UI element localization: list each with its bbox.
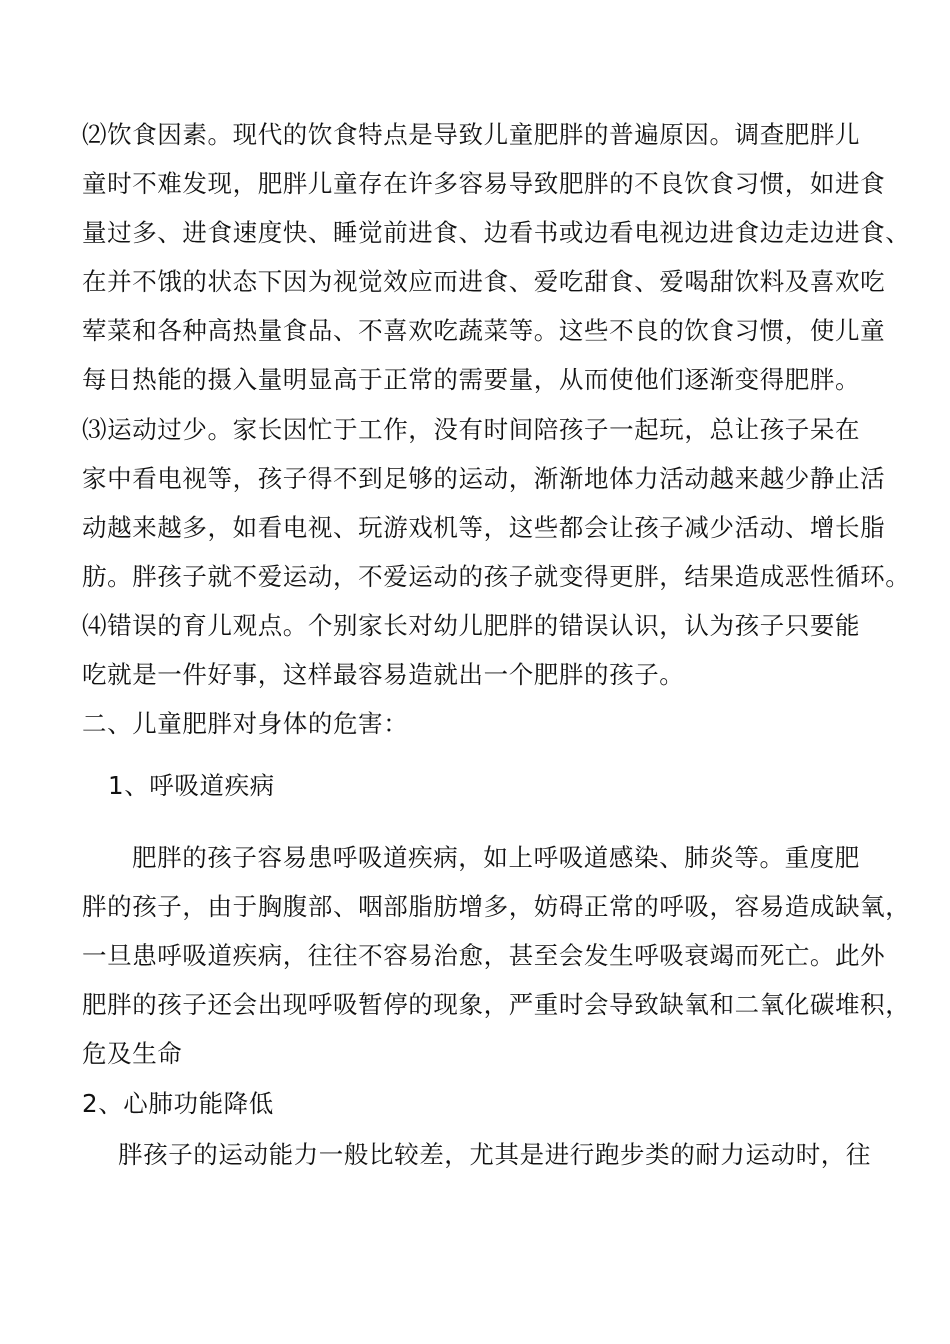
subsection-heading: 1、呼吸道疾病 [108, 771, 275, 800]
text-line: 在并不饿的状态下因为视觉效应而进食、爱吃甜食、爱喝甜饮料及喜欢吃 [82, 267, 886, 296]
text-line: ⑷错误的育儿观点。个别家长对幼儿肥胖的错误认识，认为孩子只要能 [82, 611, 861, 640]
text-line: 肥胖的孩子容易患呼吸道疾病，如上呼吸道感染、肺炎等。重度肥 [132, 843, 860, 872]
text-line: ⑶运动过少。家长因忙于工作，没有时间陪孩子一起玩，总让孩子呆在 [82, 415, 861, 444]
text-line: 动越来越多，如看电视、玩游戏机等，这些都会让孩子减少活动、增长脂 [82, 513, 886, 542]
text-line: 荤菜和各种高热量食品、不喜欢吃蔬菜等。这些不良的饮食习惯，使儿童 [82, 316, 886, 345]
subsection-heading: 2、心肺功能降低 [82, 1089, 274, 1118]
text-line: 每日热能的摄入量明显高于正常的需要量，从而使他们逐渐变得肥胖。 [82, 365, 861, 394]
text-line: 家中看电视等，孩子得不到足够的运动，渐渐地体力活动越来越少静止活 [82, 464, 886, 493]
text-line: 危及生命 [82, 1039, 183, 1068]
text-line: 量过多、进食速度快、睡觉前进食、边看书或边看电视边进食边走边进食、 [82, 218, 911, 247]
text-line: 胖的孩子，由于胸腹部、咽部脂肪增多，妨碍正常的呼吸，容易造成缺氧， [82, 892, 911, 921]
text-line: 一旦患呼吸道疾病，往往不容易治愈，甚至会发生呼吸衰竭而死亡。此外 [82, 941, 886, 970]
text-line: ⑵饮食因素。现代的饮食特点是导致儿童肥胖的普遍原因。调查肥胖儿 [82, 120, 861, 149]
text-line: 胖孩子的运动能力一般比较差，尤其是进行跑步类的耐力运动时，往 [118, 1140, 871, 1169]
text-line: 肥胖的孩子还会出现呼吸暂停的现象，严重时会导致缺氧和二氧化碳堆积， [82, 990, 911, 1019]
text-line: 肪。胖孩子就不爱运动，不爱运动的孩子就变得更胖，结果造成恶性循环。 [82, 562, 911, 591]
section-heading: 二、儿童肥胖对身体的危害： [82, 709, 409, 738]
text-line: 吃就是一件好事，这样最容易造就出一个肥胖的孩子。 [82, 660, 685, 689]
text-line: 童时不难发现，肥胖儿童存在许多容易导致肥胖的不良饮食习惯，如进食 [82, 169, 886, 198]
